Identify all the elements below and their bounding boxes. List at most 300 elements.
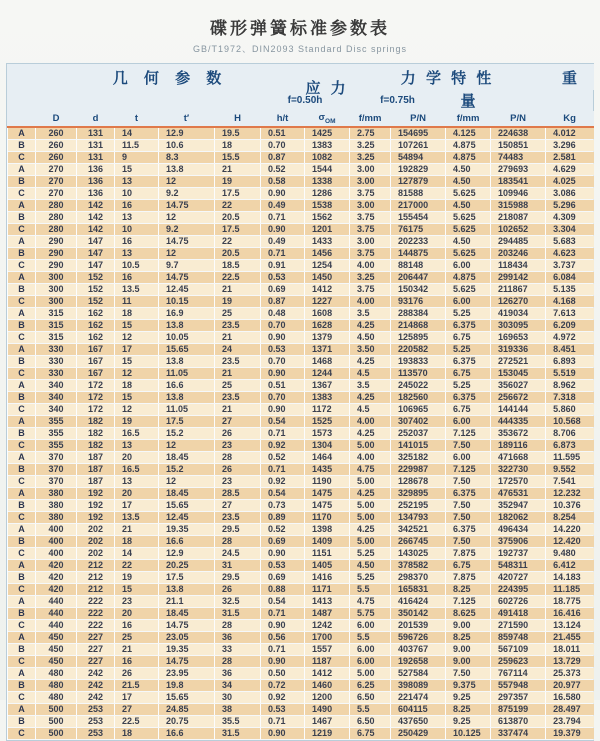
row-type-label: A bbox=[8, 127, 36, 140]
cell-value: 11.05 bbox=[159, 368, 215, 380]
cell-value: 10.568 bbox=[546, 416, 594, 428]
cell-value: 303095 bbox=[491, 320, 546, 332]
cell-value: 182062 bbox=[491, 512, 546, 524]
cell-value: 15 bbox=[115, 164, 159, 176]
cell-value: 218087 bbox=[491, 212, 546, 224]
cell-value: 5.25 bbox=[350, 572, 391, 584]
cell-value: 1219 bbox=[305, 728, 350, 740]
cell-value: 212 bbox=[77, 560, 115, 572]
cell-value: 125895 bbox=[391, 332, 446, 344]
table-row bbox=[8, 524, 594, 536]
header-group-stress: 应 力 bbox=[305, 80, 349, 97]
row-type-label: B bbox=[8, 176, 36, 188]
table-row bbox=[8, 572, 594, 584]
cell-value: 23.95 bbox=[159, 668, 215, 680]
cell-value: 1254 bbox=[305, 260, 350, 272]
cell-value: 11.595 bbox=[546, 452, 594, 464]
cell-value: 214868 bbox=[391, 320, 446, 332]
cell-value: 1544 bbox=[305, 164, 350, 176]
header-group-mechanical: 力 学 特 性 bbox=[400, 69, 495, 87]
cell-value: 21.455 bbox=[546, 632, 594, 644]
cell-value: 6.375 bbox=[446, 488, 491, 500]
table-row bbox=[8, 716, 594, 728]
row-type-label: C bbox=[8, 584, 36, 596]
cell-value: 15.2 bbox=[159, 428, 215, 440]
row-type-label: A bbox=[8, 380, 36, 392]
row-type-label: A bbox=[8, 452, 36, 464]
table-row bbox=[8, 368, 594, 380]
cell-value: 21 bbox=[215, 164, 261, 176]
table-row bbox=[8, 476, 594, 488]
cell-value: 355 bbox=[36, 416, 77, 428]
cell-value: 20.25 bbox=[159, 560, 215, 572]
row-type-label: B bbox=[8, 500, 36, 512]
cell-value: 150342 bbox=[391, 284, 446, 296]
table-header bbox=[8, 64, 594, 127]
page-subtitle: GB/T1972、DIN2093 Standard Disc springs bbox=[192, 44, 408, 54]
cell-value: 9.7 bbox=[159, 260, 215, 272]
cell-value: 24.5 bbox=[215, 548, 261, 560]
cell-value: 8.3 bbox=[159, 152, 215, 164]
cell-value: 280 bbox=[36, 200, 77, 212]
cell-value: 227 bbox=[77, 632, 115, 644]
table-row bbox=[8, 440, 594, 452]
cell-value: 0.90 bbox=[261, 656, 305, 668]
table-row bbox=[8, 464, 594, 476]
cell-value: 300 bbox=[36, 272, 77, 284]
cell-value: 4.50 bbox=[350, 332, 391, 344]
cell-value: 420 bbox=[36, 572, 77, 584]
cell-value: 165831 bbox=[391, 584, 446, 596]
cell-value: 4.50 bbox=[446, 200, 491, 212]
cell-value: 13 bbox=[115, 476, 159, 488]
header-spacer bbox=[8, 111, 36, 127]
cell-value: 0.90 bbox=[261, 224, 305, 236]
cell-value: 352947 bbox=[491, 500, 546, 512]
cell-value: 1464 bbox=[305, 452, 350, 464]
col-label-H: H bbox=[234, 113, 241, 124]
table-row bbox=[8, 308, 594, 320]
cell-value: 20.75 bbox=[159, 716, 215, 728]
cell-value: 5.00 bbox=[350, 512, 391, 524]
cell-value: 5.00 bbox=[350, 536, 391, 548]
cell-value: 4.5 bbox=[350, 404, 391, 416]
cell-value: 16 bbox=[115, 656, 159, 668]
cell-value: 12 bbox=[159, 440, 215, 452]
col-label-f-mm-075: f/mm bbox=[456, 113, 480, 124]
row-type-label: B bbox=[8, 572, 36, 584]
cell-value: 602726 bbox=[491, 596, 546, 608]
row-type-label: C bbox=[8, 476, 36, 488]
cell-value: 7.125 bbox=[446, 596, 491, 608]
cell-value: 0.70 bbox=[261, 392, 305, 404]
cell-value: 17.5 bbox=[159, 416, 215, 428]
cell-value: 222 bbox=[77, 620, 115, 632]
col-label-D: D bbox=[52, 113, 60, 124]
cell-value: 12.9 bbox=[159, 127, 215, 140]
cell-value: 5.625 bbox=[446, 224, 491, 236]
cell-value: 1171 bbox=[305, 584, 350, 596]
table-row bbox=[8, 620, 594, 632]
cell-value: 142 bbox=[77, 200, 115, 212]
cell-value: 6.00 bbox=[350, 656, 391, 668]
row-type-label: B bbox=[8, 536, 36, 548]
cell-value: 113570 bbox=[391, 368, 446, 380]
cell-value: 491418 bbox=[491, 608, 546, 620]
cell-value: 187 bbox=[77, 464, 115, 476]
cell-value: 22.5 bbox=[115, 716, 159, 728]
page-title: 碟形弹簧标准参数表 bbox=[210, 19, 390, 38]
row-type-label: A bbox=[8, 416, 36, 428]
table-row bbox=[8, 356, 594, 368]
parameters-table-container bbox=[6, 63, 594, 741]
cell-value: 7.125 bbox=[446, 428, 491, 440]
cell-value: 370 bbox=[36, 476, 77, 488]
cell-value: 17 bbox=[115, 344, 159, 356]
cell-value: 6.00 bbox=[350, 644, 391, 656]
cell-value: 300 bbox=[36, 284, 77, 296]
row-type-label: C bbox=[8, 188, 36, 200]
cell-value: 222 bbox=[77, 596, 115, 608]
header-sub-f050: f=0.50h bbox=[287, 95, 323, 106]
cell-value: 480 bbox=[36, 680, 77, 692]
cell-value: 144144 bbox=[491, 404, 546, 416]
cell-value: 28.5 bbox=[215, 488, 261, 500]
cell-value: 13.8 bbox=[159, 392, 215, 404]
cell-value: 13 bbox=[115, 440, 159, 452]
cell-value: 13 bbox=[115, 248, 159, 260]
cell-value: 1557 bbox=[305, 644, 350, 656]
cell-value: 378582 bbox=[391, 560, 446, 572]
row-type-label: A bbox=[8, 308, 36, 320]
cell-value: 16 bbox=[115, 272, 159, 284]
row-type-label: A bbox=[8, 236, 36, 248]
cell-value: 18 bbox=[115, 308, 159, 320]
cell-value: 0.48 bbox=[261, 308, 305, 320]
cell-value: 1573 bbox=[305, 428, 350, 440]
cell-value: 6.75 bbox=[446, 332, 491, 344]
cell-value: 7.50 bbox=[446, 536, 491, 548]
row-type-label: B bbox=[8, 356, 36, 368]
cell-value: 437650 bbox=[391, 716, 446, 728]
cell-value: 19.35 bbox=[159, 644, 215, 656]
cell-value: 0.72 bbox=[261, 680, 305, 692]
table-row bbox=[8, 596, 594, 608]
cell-value: 1467 bbox=[305, 716, 350, 728]
cell-value: 7.50 bbox=[446, 512, 491, 524]
cell-value: 23 bbox=[115, 596, 159, 608]
cell-value: 14.220 bbox=[546, 524, 594, 536]
cell-value: 220582 bbox=[391, 344, 446, 356]
cell-value: 29.5 bbox=[215, 572, 261, 584]
table-row bbox=[8, 668, 594, 680]
cell-value: 14.75 bbox=[159, 656, 215, 668]
cell-value: 1244 bbox=[305, 368, 350, 380]
cell-value: 131 bbox=[77, 152, 115, 164]
cell-value: 3.25 bbox=[350, 272, 391, 284]
cell-value: 9.25 bbox=[446, 716, 491, 728]
row-type-label: C bbox=[8, 296, 36, 308]
cell-value: 26 bbox=[215, 464, 261, 476]
cell-value: 4.00 bbox=[350, 452, 391, 464]
cell-value: 330 bbox=[36, 344, 77, 356]
cell-value: 15 bbox=[115, 320, 159, 332]
table-row bbox=[8, 584, 594, 596]
cell-value: 107261 bbox=[391, 140, 446, 152]
cell-value: 375906 bbox=[491, 536, 546, 548]
cell-value: 172570 bbox=[491, 476, 546, 488]
cell-value: 1151 bbox=[305, 548, 350, 560]
cell-value: 420 bbox=[36, 560, 77, 572]
cell-value: 31.5 bbox=[215, 608, 261, 620]
cell-value: 5.625 bbox=[446, 188, 491, 200]
cell-value: 380 bbox=[36, 500, 77, 512]
cell-value: 450 bbox=[36, 644, 77, 656]
cell-value: 0.87 bbox=[261, 152, 305, 164]
cell-value: 0.52 bbox=[261, 524, 305, 536]
table-row bbox=[8, 272, 594, 284]
cell-value: 12 bbox=[115, 404, 159, 416]
cell-value: 34 bbox=[215, 680, 261, 692]
cell-value: 4.00 bbox=[350, 260, 391, 272]
cell-value: 29.5 bbox=[215, 524, 261, 536]
cell-value: 3.00 bbox=[350, 176, 391, 188]
cell-value: 0.71 bbox=[261, 428, 305, 440]
cell-value: 342521 bbox=[391, 524, 446, 536]
cell-value: 4.623 bbox=[546, 248, 594, 260]
cell-value: 420 bbox=[36, 584, 77, 596]
cell-value: 18 bbox=[215, 140, 261, 152]
cell-value: 25 bbox=[215, 380, 261, 392]
cell-value: 4.50 bbox=[446, 164, 491, 176]
cell-value: 10.376 bbox=[546, 500, 594, 512]
cell-value: 5.00 bbox=[350, 476, 391, 488]
cell-value: 7.875 bbox=[446, 548, 491, 560]
row-type-label: C bbox=[8, 260, 36, 272]
cell-value: 8.254 bbox=[546, 512, 594, 524]
cell-value: 1383 bbox=[305, 140, 350, 152]
cell-value: 370 bbox=[36, 452, 77, 464]
cell-value: 419034 bbox=[491, 308, 546, 320]
cell-value: 4.50 bbox=[446, 176, 491, 188]
cell-value: 189116 bbox=[491, 440, 546, 452]
cell-value: 131 bbox=[77, 127, 115, 140]
cell-value: 1487 bbox=[305, 608, 350, 620]
cell-value: 102652 bbox=[491, 224, 546, 236]
cell-value: 1405 bbox=[305, 560, 350, 572]
cell-value: 182 bbox=[77, 416, 115, 428]
table-row bbox=[8, 284, 594, 296]
cell-value: 0.52 bbox=[261, 452, 305, 464]
cell-value: 6.75 bbox=[446, 560, 491, 572]
cell-value: 300 bbox=[36, 296, 77, 308]
cell-value: 613870 bbox=[491, 716, 546, 728]
cell-value: 0.52 bbox=[261, 164, 305, 176]
cell-value: 12.420 bbox=[546, 536, 594, 548]
cell-value: 17.5 bbox=[215, 188, 261, 200]
cell-value: 24 bbox=[215, 344, 261, 356]
cell-value: 3.5 bbox=[350, 308, 391, 320]
cell-value: 337474 bbox=[491, 728, 546, 740]
cell-value: 201539 bbox=[391, 620, 446, 632]
cell-value: 0.71 bbox=[261, 248, 305, 260]
cell-value: 81588 bbox=[391, 188, 446, 200]
cell-value: 0.53 bbox=[261, 704, 305, 716]
cell-value: 10.15 bbox=[159, 296, 215, 308]
cell-value: 7.125 bbox=[446, 464, 491, 476]
cell-value: 1538 bbox=[305, 200, 350, 212]
cell-value: 279693 bbox=[491, 164, 546, 176]
col-label-f-mm-050: f/mm bbox=[358, 113, 382, 124]
cell-value: 11.185 bbox=[546, 584, 594, 596]
cell-value: 280 bbox=[36, 212, 77, 224]
cell-value: 142 bbox=[77, 224, 115, 236]
cell-value: 0.53 bbox=[261, 272, 305, 284]
cell-value: 217000 bbox=[391, 200, 446, 212]
cell-value: 211867 bbox=[491, 284, 546, 296]
cell-value: 315 bbox=[36, 332, 77, 344]
cell-value: 136 bbox=[77, 188, 115, 200]
cell-value: 5.625 bbox=[446, 212, 491, 224]
cell-value: 340 bbox=[36, 392, 77, 404]
cell-value: 23.5 bbox=[215, 356, 261, 368]
cell-value: 224638 bbox=[491, 127, 546, 140]
cell-value: 22 bbox=[215, 236, 261, 248]
cell-value: 4.75 bbox=[350, 596, 391, 608]
table-row bbox=[8, 176, 594, 188]
cell-value: 152 bbox=[77, 272, 115, 284]
cell-value: 7.541 bbox=[546, 476, 594, 488]
col-label-t: t bbox=[134, 113, 139, 124]
table-row bbox=[8, 260, 594, 272]
table-row bbox=[8, 332, 594, 344]
row-type-label: A bbox=[8, 668, 36, 680]
cell-value: 1187 bbox=[305, 656, 350, 668]
col-label-p-n-075: P/N bbox=[510, 113, 526, 124]
cell-value: 7.50 bbox=[446, 476, 491, 488]
cell-value: 227 bbox=[77, 656, 115, 668]
cell-value: 307402 bbox=[391, 416, 446, 428]
cell-value: 21 bbox=[115, 644, 159, 656]
cell-value: 1460 bbox=[305, 680, 350, 692]
cell-value: 4.025 bbox=[546, 176, 594, 188]
cell-value: 24.85 bbox=[159, 704, 215, 716]
table-row bbox=[8, 704, 594, 716]
cell-value: 2.581 bbox=[546, 152, 594, 164]
cell-value: 12 bbox=[115, 368, 159, 380]
cell-value: 167 bbox=[77, 368, 115, 380]
row-type-label: B bbox=[8, 464, 36, 476]
cell-value: 19.379 bbox=[546, 728, 594, 740]
cell-value: 440 bbox=[36, 608, 77, 620]
cell-value: 596726 bbox=[391, 632, 446, 644]
cell-value: 252195 bbox=[391, 500, 446, 512]
cell-value: 1082 bbox=[305, 152, 350, 164]
cell-value: 1409 bbox=[305, 536, 350, 548]
cell-value: 23 bbox=[215, 476, 261, 488]
cell-value: 15.2 bbox=[159, 464, 215, 476]
cell-value: 1456 bbox=[305, 248, 350, 260]
table-row bbox=[8, 296, 594, 308]
table-row bbox=[8, 632, 594, 644]
cell-value: 4.629 bbox=[546, 164, 594, 176]
cell-value: 315 bbox=[36, 320, 77, 332]
cell-value: 315988 bbox=[491, 200, 546, 212]
cell-value: 0.90 bbox=[261, 368, 305, 380]
cell-value: 12.232 bbox=[546, 488, 594, 500]
cell-value: 6.00 bbox=[446, 416, 491, 428]
cell-value: 150851 bbox=[491, 140, 546, 152]
cell-value: 23.5 bbox=[215, 320, 261, 332]
cell-value: 15 bbox=[115, 584, 159, 596]
cell-value: 172 bbox=[77, 392, 115, 404]
cell-value: 202 bbox=[77, 536, 115, 548]
table-row bbox=[8, 512, 594, 524]
cell-value: 143025 bbox=[391, 548, 446, 560]
cell-value: 182560 bbox=[391, 392, 446, 404]
table-row bbox=[8, 152, 594, 164]
cell-value: 21 bbox=[115, 524, 159, 536]
cell-value: 6.375 bbox=[446, 356, 491, 368]
cell-value: 7.50 bbox=[446, 500, 491, 512]
cell-value: 1398 bbox=[305, 524, 350, 536]
cell-value: 7.50 bbox=[446, 668, 491, 680]
cell-value: 16.5 bbox=[115, 428, 159, 440]
cell-value: 1475 bbox=[305, 500, 350, 512]
cell-value: 17.5 bbox=[215, 224, 261, 236]
cell-value: 0.90 bbox=[261, 548, 305, 560]
cell-value: 0.54 bbox=[261, 416, 305, 428]
cell-value: 500 bbox=[36, 704, 77, 716]
cell-value: 400 bbox=[36, 524, 77, 536]
cell-value: 350142 bbox=[391, 608, 446, 620]
cell-value: 7.50 bbox=[446, 440, 491, 452]
cell-value: 21 bbox=[215, 332, 261, 344]
cell-value: 6.084 bbox=[546, 272, 594, 284]
table-row bbox=[8, 212, 594, 224]
cell-value: 2.75 bbox=[350, 127, 391, 140]
cell-value: 153045 bbox=[491, 368, 546, 380]
cell-value: 0.53 bbox=[261, 344, 305, 356]
cell-value: 15.5 bbox=[215, 152, 261, 164]
cell-value: 16.580 bbox=[546, 692, 594, 704]
cell-value: 272521 bbox=[491, 356, 546, 368]
cell-value: 8.25 bbox=[446, 584, 491, 596]
cell-value: 19.35 bbox=[159, 524, 215, 536]
cell-value: 9.552 bbox=[546, 464, 594, 476]
cell-value: 22 bbox=[115, 560, 159, 572]
cell-value: 11.05 bbox=[159, 404, 215, 416]
cell-value: 0.90 bbox=[261, 728, 305, 740]
cell-value: 0.92 bbox=[261, 692, 305, 704]
cell-value: 3.5 bbox=[350, 380, 391, 392]
row-type-label: A bbox=[8, 560, 36, 572]
cell-value: 6.375 bbox=[446, 392, 491, 404]
cell-value: 1608 bbox=[305, 308, 350, 320]
header-spacer bbox=[8, 90, 261, 111]
cell-value: 20 bbox=[115, 608, 159, 620]
cell-value: 21 bbox=[215, 404, 261, 416]
cell-value: 7.875 bbox=[446, 572, 491, 584]
cell-value: 3.00 bbox=[350, 236, 391, 248]
cell-value: 4.25 bbox=[350, 428, 391, 440]
cell-value: 33 bbox=[215, 644, 261, 656]
cell-value: 4.25 bbox=[350, 320, 391, 332]
cell-value: 20.5 bbox=[215, 248, 261, 260]
cell-value: 147 bbox=[77, 236, 115, 248]
cell-value: 3.75 bbox=[350, 188, 391, 200]
cell-value: 4.00 bbox=[350, 416, 391, 428]
